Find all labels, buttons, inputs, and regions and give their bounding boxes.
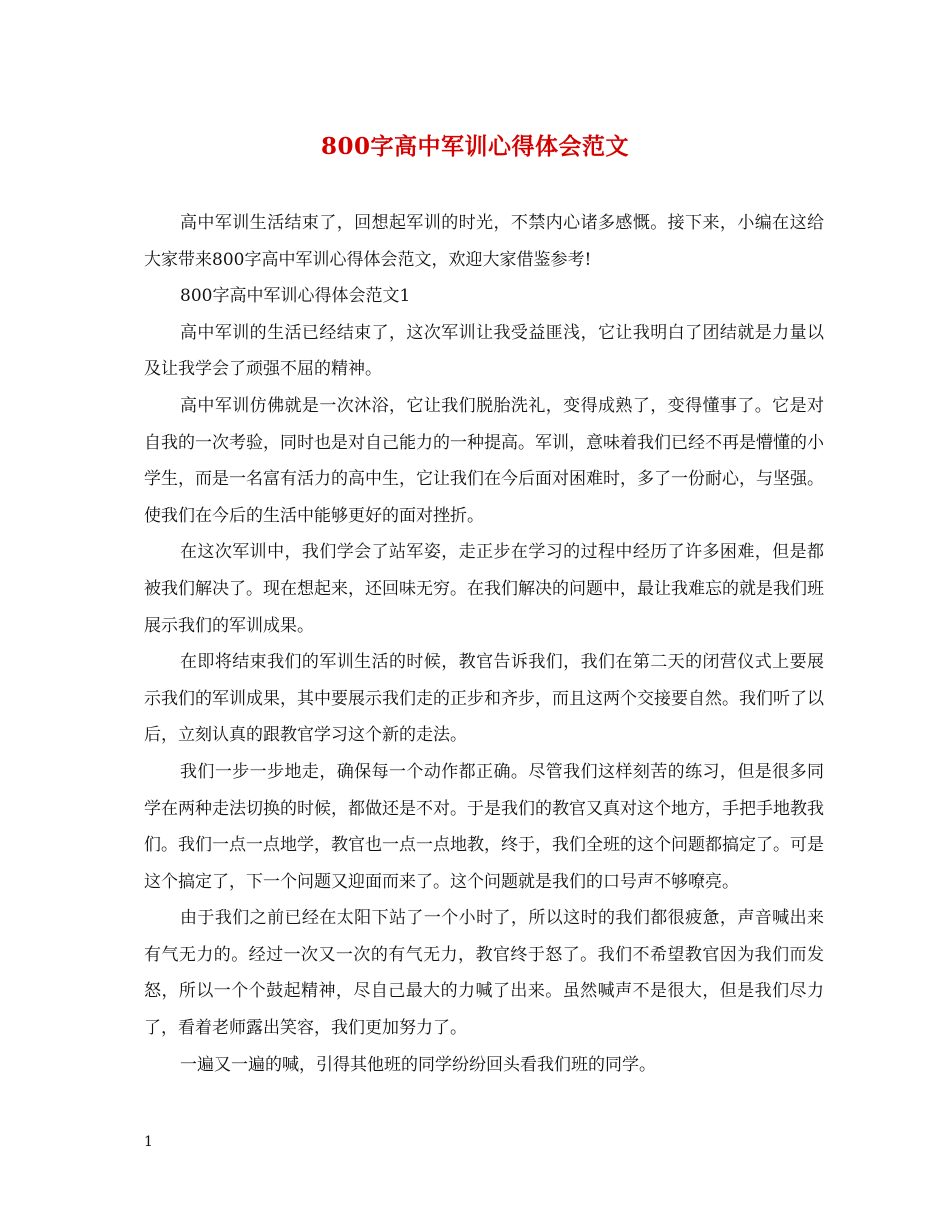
intro-paragraph: 高中军训生活结束了，回想起军训的时光，不禁内心诸多感慨。接下来，小编在这给大家带来800字高中军训心得体会范文，欢迎大家借鉴参考! [144, 213, 824, 270]
body-paragraph: 我们一步一步地走，确保每一个动作都正确。尽管我们这样刻苦的练习，但是很多同学在两种走法切换的时候，都做还是不对。于是我们的教官又真对这个地方，手把手地教我们。我们一点一点地学，教官也一点一点地教，终于，我们全班的这个问题都搞定了。可是这个搞定了，下一个问题又迎面而来了。这个问题就是我们的口号声不够嘹亮。 [144, 761, 824, 892]
body-paragraph: 由于我们之前已经在太阳下站了一个小时了，所以这时的我们都很疲惫，声音喊出来有气无力的。经过一次又一次的有气无力，教官终于怒了。我们不希望教官因为我们而发怒，所以一个个鼓起精神，尽自己最大的力喊了出来。虽然喊声不是很大，但是我们尽力了，看着老师露出笑容，我们更加努力了。 [144, 908, 824, 1039]
page-number: 1 [144, 1134, 153, 1150]
body-paragraph: 在即将结束我们的军训生活的时候，教官告诉我们，我们在第二天的闭营仪式上要展示我们的军训成果，其中要展示我们走的正步和齐步，而且这两个交接要自然。我们听了以后，立刻认真的跟教官学习这个新的走法。 [144, 652, 824, 746]
document-title: 800字高中军训心得体会范文 [320, 133, 629, 160]
section-heading: 800字高中军训心得体会范文1 [180, 286, 411, 307]
body-paragraph: 在这次军训中，我们学会了站军姿，走正步在学习的过程中经历了许多困难，但是都被我们解决了。现在想起来，还回味无穷。在我们解决的问题中，最让我难忘的就是我们班展示我们的军训成果。 [144, 542, 824, 636]
body-paragraph: 一遍又一遍的喊，引得其他班的同学纷纷回头看我们班的同学。 [180, 1054, 656, 1075]
document-body [144, 205, 824, 1083]
body-paragraph: 高中军训仿佛就是一次沐浴，它让我们脱胎洗礼，变得成熟了，变得懂事了。它是对自我的一次考验，同时也是对自己能力的一种提高。军训，意味着我们已经不再是懵懂的小学生，而是一名富有活力的高中生，它让我们在今后面对困难时，多了一份耐心，与坚强。使我们在今后的生活中能够更好的面对挫折。 [144, 395, 824, 526]
body-paragraph: 高中军训的生活已经结束了，这次军训让我受益匪浅，它让我明白了团结就是力量以及让我学会了顽强不屈的精神。 [144, 322, 824, 380]
